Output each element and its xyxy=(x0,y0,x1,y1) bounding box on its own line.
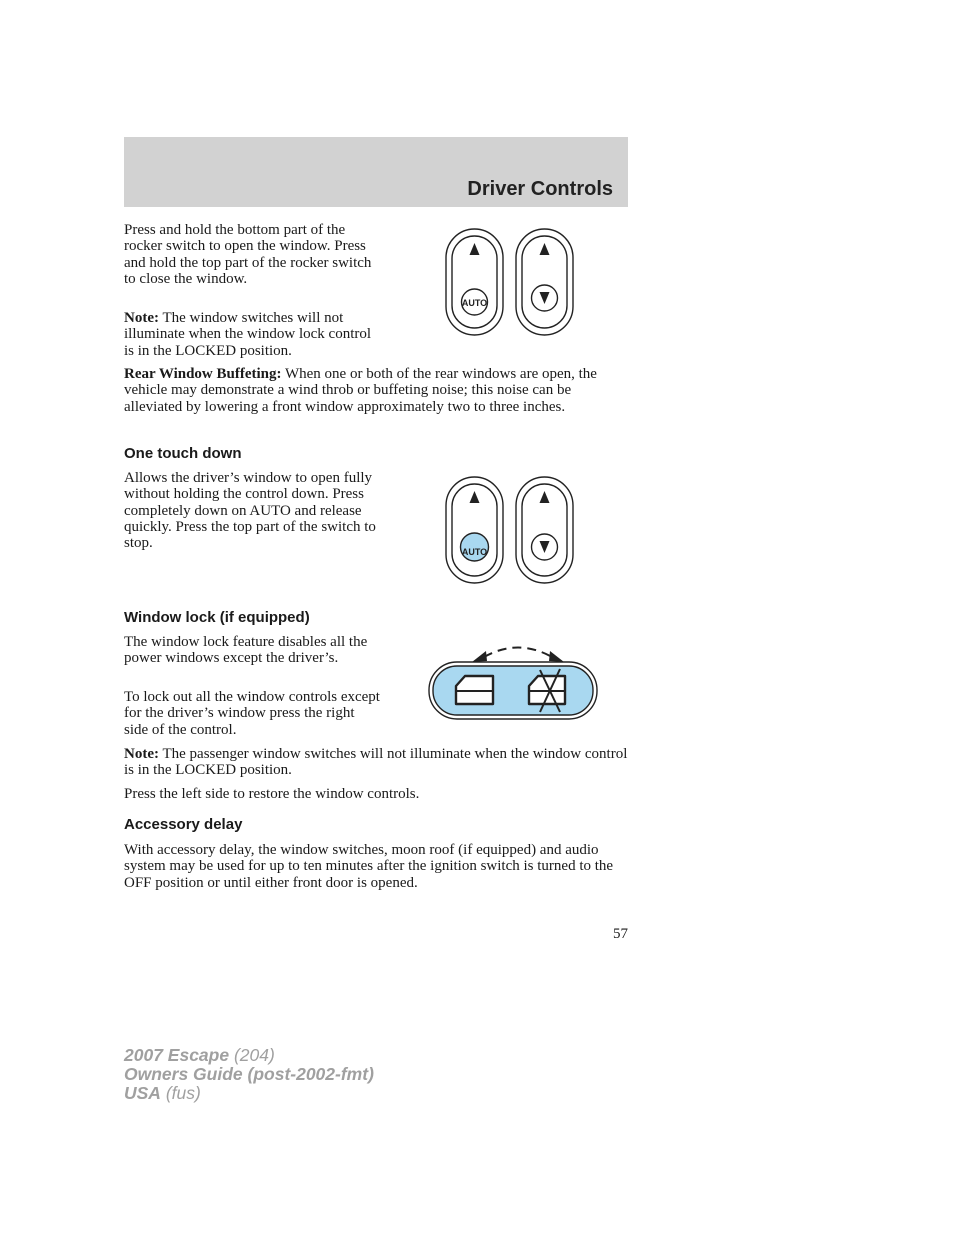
window-lock-restore: Press the left side to restore the window controls. xyxy=(124,786,420,802)
window-switch-figure xyxy=(440,226,580,338)
note-text: The window switches will not illuminate when the window lock control is in the LOCKED position. xyxy=(124,310,372,359)
note-text: The passenger window switches will not illuminate when the window control is in the LOCKED position. xyxy=(124,746,628,779)
one-touch-heading: One touch down xyxy=(124,445,242,462)
passenger-window-switch xyxy=(516,477,573,583)
buffeting-label: Rear Window Buffeting: xyxy=(124,366,282,382)
driver-window-switch xyxy=(446,229,503,335)
auto-label: AUTO xyxy=(461,298,488,308)
one-touch-switch-figure xyxy=(440,474,580,586)
window-lock-figure xyxy=(426,640,600,722)
page-number: 57 xyxy=(613,926,628,942)
buffeting-paragraph xyxy=(124,366,628,415)
window-lock-note xyxy=(124,746,628,779)
accessory-delay-paragraph: With accessory delay, the window switches, moon roof (if equipped) and audio system may be used for up to ten minutes after the ignition switch is turned to the OFF position or until either front door is opened. xyxy=(124,842,614,891)
note-label: Note: xyxy=(124,310,159,326)
auto-label: AUTO xyxy=(461,547,488,557)
window-lock-paragraph-2: To lock out all the window controls except for the driver’s window press the right side of the control. xyxy=(124,689,380,738)
footer-model: 2007 Escape xyxy=(124,1045,230,1065)
window-lock-heading: Window lock (if equipped) xyxy=(124,609,310,626)
driver-window-switch xyxy=(446,477,503,583)
accessory-delay-heading: Accessory delay xyxy=(124,816,243,833)
intro-paragraph: Press and hold the bottom part of the rocker switch to open the window. Press and hold the top part of the rocker switch to close the window. xyxy=(124,222,372,287)
intro-note xyxy=(124,310,380,359)
footer-guide: Owners Guide (post-2002-fmt) xyxy=(124,1064,374,1084)
buffeting-text: When one or both of the rear windows are open, the vehicle may demonstrate a wind throb or buffeting noise; this noise can be alleviated by lowering a front window approximately two to three inches. xyxy=(124,366,597,415)
window-lock-paragraph-1: The window lock feature disables all the power windows except the driver’s. xyxy=(124,634,368,667)
footer-market: USA xyxy=(124,1083,161,1103)
document-footer xyxy=(124,1046,374,1103)
footer-model-code: (204) xyxy=(229,1045,275,1065)
curved-arrow-icon xyxy=(484,648,552,658)
section-title: Driver Controls xyxy=(467,178,613,200)
footer-market-code: (fus) xyxy=(160,1083,201,1103)
section-header-band xyxy=(124,137,628,207)
note-label: Note: xyxy=(124,746,159,762)
window-icon xyxy=(456,676,493,704)
passenger-window-switch xyxy=(516,229,573,335)
one-touch-paragraph: Allows the driver’s window to open fully without holding the control down. Press completely down on AUTO and release quickly. Press the top part of the switch to stop. xyxy=(124,470,376,552)
